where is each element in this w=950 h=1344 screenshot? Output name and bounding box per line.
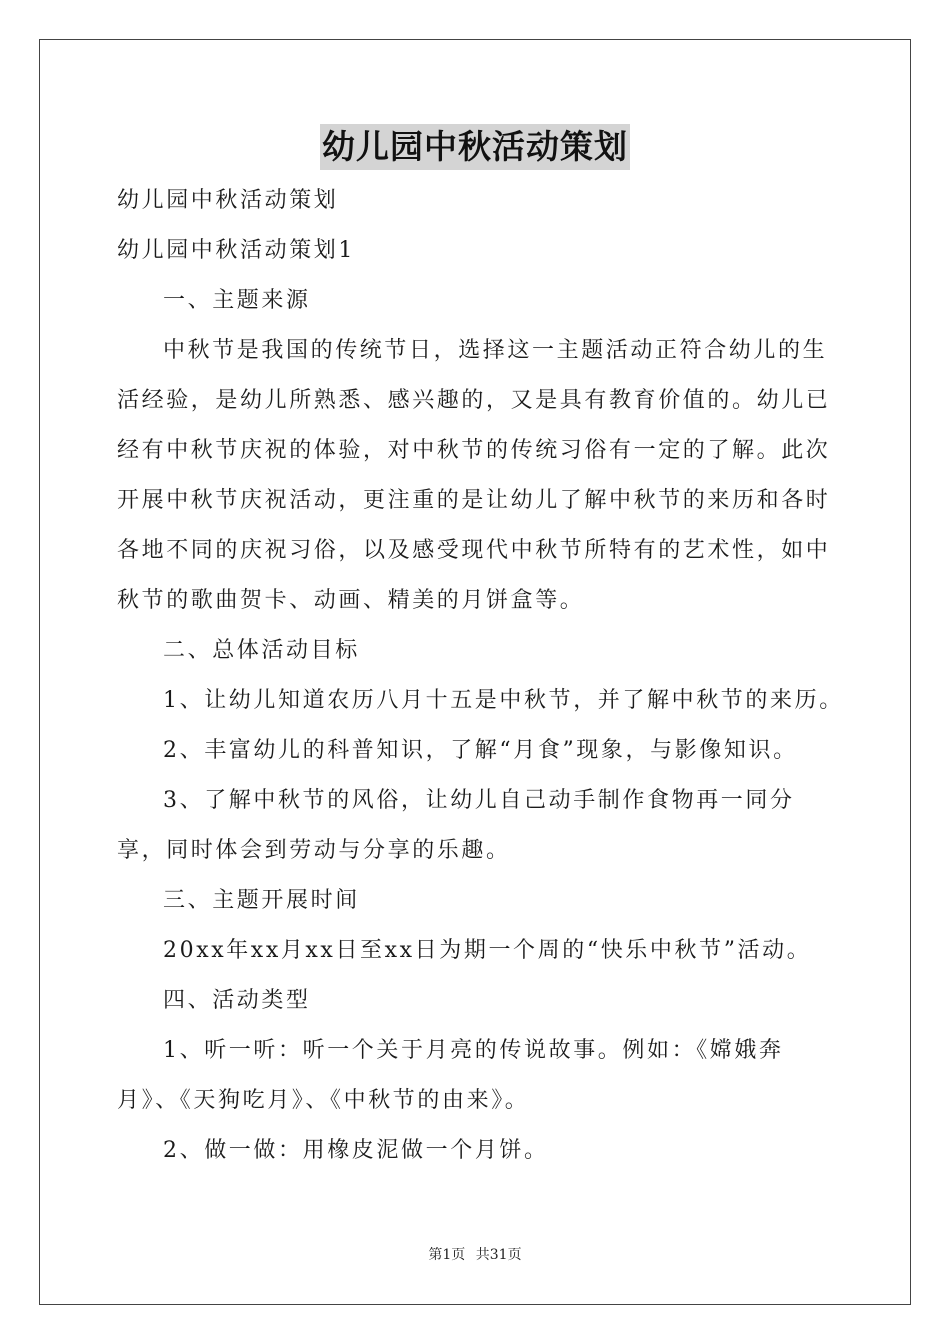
activity-item-1: 1、听一听：听一个关于月亮的传说故事。例如：《嫦娥奔月》、《天狗吃月》、《中秋节的由来》。 (117, 1038, 784, 1113)
goal-item-1: 1、让幼儿知道农历八月十五是中秋节，并了解中秋节的来历。 (163, 688, 844, 713)
section-heading-activity-types: 四、活动类型 (163, 988, 311, 1013)
title-wrap (0, 124, 950, 170)
page-number: 第1页 (428, 1247, 466, 1263)
section-heading-goals: 二、总体活动目标 (163, 638, 360, 663)
document-body (117, 176, 844, 1176)
paragraph-heading: 幼儿园中秋活动策划 (117, 188, 339, 213)
document-title: 幼儿园中秋活动策划 (320, 124, 630, 170)
paragraph-subheading: 幼儿园中秋活动策划1 (117, 238, 355, 263)
page-total: 共31页 (475, 1247, 522, 1263)
section-heading-time: 三、主题开展时间 (163, 888, 360, 913)
activity-item-2: 2、做一做：用橡皮泥做一个月饼。 (163, 1138, 549, 1163)
goal-item-3: 3、了解中秋节的风俗，让幼儿自己动手制作食物再一同分享，同时体会到劳动与分享的乐趣。 (117, 788, 795, 863)
paragraph-time: 20xx年xx月xx日至xx日为期一个周的“快乐中秋节”活动。 (163, 938, 812, 963)
section-heading-theme-source: 一、主题来源 (163, 288, 311, 313)
page-footer (0, 1244, 950, 1264)
goal-item-2: 2、丰富幼儿的科普知识，了解“月食”现象，与影像知识。 (163, 738, 798, 763)
paragraph-theme-source: 中秋节是我国的传统节日，选择这一主题活动正符合幼儿的生活经验，是幼儿所熟悉、感兴趣的，又是具有教育价值的。幼儿已经有中秋节庆祝的体验，对中秋节的传统习俗有一定的了解。此次开展中秋节庆祝活动，更注重的是让幼儿了解中秋节的来历和各时各地不同的庆祝习俗，以及感受现代中秋节所特有的艺术性，如中秋节的歌曲贺卡、动画、精美的月饼盒等。 (117, 338, 831, 613)
